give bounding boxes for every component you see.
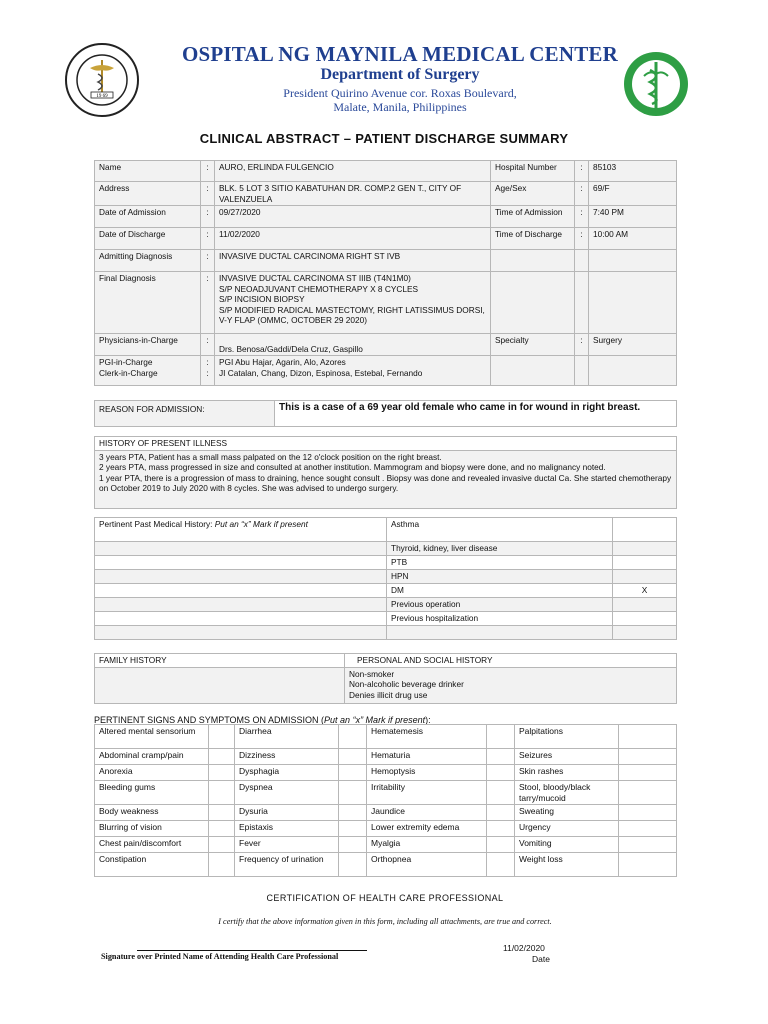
patient-address: BLK. 5 LOT 3 SITIO KABATUHAN DR. COMP.2 GEN T., CITY OF VALENZUELA — [215, 182, 491, 206]
left-logo-year: 19 69 — [96, 94, 108, 99]
colon: : — [201, 272, 215, 334]
symptom-label: Bleeding gums — [95, 781, 209, 805]
symptom-mark-box[interactable] — [619, 837, 677, 853]
physicians: Drs. Benosa/Gaddi/Dela Cruz, Gaspillo — [215, 334, 491, 356]
symptom-label: Anorexia — [95, 765, 209, 781]
symptom-label: Constipation — [95, 853, 209, 877]
pgi-in-charge: PGI Abu Hajar, Agarin, Alo, Azores — [219, 357, 346, 367]
admitting-diagnosis-label: Admitting Diagnosis — [95, 250, 201, 272]
symptom-mark-box[interactable] — [209, 837, 235, 853]
symptom-mark-box[interactable] — [339, 749, 367, 765]
pmh-label: Pertinent Past Medical History: — [99, 519, 213, 529]
pmh-item: Previous operation — [387, 598, 613, 612]
symptom-label: Vomiting — [515, 837, 619, 853]
pmh-item: Asthma — [387, 518, 613, 542]
pmh-item: DM — [387, 584, 613, 598]
symptom-mark-box[interactable] — [619, 781, 677, 805]
hpi-line: 3 years PTA, Patient has a small mass palpated on the 12 o'clock position on the right breast. — [99, 451, 442, 462]
signature-line[interactable] — [137, 950, 367, 951]
signs-row — [95, 725, 677, 749]
past-medical-history-table — [94, 517, 677, 640]
colon: : — [201, 161, 215, 182]
symptom-mark-box[interactable] — [487, 821, 515, 837]
symptom-mark-box[interactable] — [339, 725, 367, 749]
patient-name: AURO, ERLINDA FULGENCIO — [215, 161, 491, 182]
hospital-seal-logo — [64, 42, 140, 118]
specialty-label: Specialty — [491, 334, 575, 356]
signs-row — [95, 781, 677, 805]
colon: : — [201, 228, 215, 250]
colon: : — [575, 161, 589, 182]
symptom-mark-box[interactable] — [339, 837, 367, 853]
patient-info-table — [94, 160, 677, 386]
symptom-label: Altered mental sensorium — [95, 725, 209, 749]
age-sex: 69/F — [589, 182, 677, 206]
social-history-item: Denies illicit drug use — [349, 689, 428, 700]
symptom-mark-box[interactable] — [487, 749, 515, 765]
hospital-name: OSPITAL NG MAYNILA MEDICAL CENTER — [181, 42, 618, 66]
symptom-mark-box[interactable] — [487, 781, 515, 805]
symptom-mark-box[interactable] — [487, 765, 515, 781]
symptom-label: Irritability — [367, 781, 487, 805]
clerk-in-charge: JI Catalan, Chang, Dizon, Espinosa, Estebal, Fernando — [219, 367, 423, 378]
symptom-label: Sweating — [515, 805, 619, 821]
address-line-2: Malate, Manila, Philippines — [333, 100, 467, 114]
reason-table — [94, 400, 677, 427]
signs-row — [95, 821, 677, 837]
colon: : — [575, 206, 589, 228]
reason-text: This is a case of a 69 year old female who came in for wound in right breast. — [275, 401, 677, 427]
date-label: Date — [532, 954, 550, 964]
family-history-label: FAMILY HISTORY — [95, 654, 345, 668]
final-diagnosis-line: S/P INCISION BIOPSY — [219, 294, 305, 304]
clerk-label: Clerk-in-Charge — [99, 367, 158, 378]
symptom-label: Myalgia — [367, 837, 487, 853]
time-of-admission: 7:40 PM — [589, 206, 677, 228]
date-value: 11/02/2020 — [503, 943, 545, 953]
address-label: Address — [95, 182, 201, 206]
symptom-mark-box[interactable] — [209, 853, 235, 877]
symptom-label: Stool, bloody/black tarry/mucoid — [515, 781, 619, 805]
symptom-mark-box[interactable] — [487, 725, 515, 749]
signs-row — [95, 749, 677, 765]
symptom-mark-box[interactable] — [209, 805, 235, 821]
symptom-label: Chest pain/discomfort — [95, 837, 209, 853]
symptom-label: Blurring of vision — [95, 821, 209, 837]
final-diagnosis-line: INVASIVE DUCTAL CARCINOMA ST IIIB (T4N1M0) — [219, 273, 411, 283]
symptom-mark-box[interactable] — [339, 853, 367, 877]
symptom-label: Urgency — [515, 821, 619, 837]
final-diagnosis-label: Final Diagnosis — [95, 272, 201, 334]
social-history-item: Non-alcoholic beverage drinker — [349, 679, 464, 689]
signs-row — [95, 837, 677, 853]
right-logo-year: 1973 — [650, 109, 662, 115]
symptom-label: Hematemesis — [367, 725, 487, 749]
pmh-item: PTB — [387, 556, 613, 570]
pmh-mark[interactable]: X — [613, 584, 677, 598]
pgi-label: PGI-in-Charge — [99, 357, 153, 367]
pmh-mark[interactable] — [613, 570, 677, 584]
symptom-label: Orthopnea — [367, 853, 487, 877]
symptom-label: Skin rashes — [515, 765, 619, 781]
colon: : — [575, 182, 589, 206]
symptom-label: Lower extremity edema — [367, 821, 487, 837]
colon: : — [206, 367, 209, 378]
hpi-line: 1 year PTA, there is a progression of mass to draining, hence sought consult . Biopsy was done and revealed invasive ductal Ca. She started chemotherapy on October 2019 to July 2020 with 8 cycles. She was advised to undergo surgery. — [99, 472, 672, 493]
hospital-number-label: Hospital Number — [491, 161, 575, 182]
signature-label: Signature over Printed Name of Attending Health Care Professional — [101, 952, 339, 961]
social-history-item: Non-smoker — [349, 668, 395, 679]
symptom-mark-box[interactable] — [619, 821, 677, 837]
symptom-label: Palpitations — [515, 725, 619, 749]
certification-statement: I certify that the above information given in this form, including all attachments, are true and correct. — [218, 917, 552, 926]
pmh-mark[interactable] — [613, 598, 677, 612]
symptom-mark-box[interactable] — [209, 821, 235, 837]
pmh-instruction: Put an “x” Mark if present — [214, 519, 308, 529]
final-diagnosis-line: S/P MODIFIED RADICAL MASTECTOMY, RIGHT LATISSIMUS DORSI, V-Y FLAP (OMMC, OCTOBER 29 2020) — [219, 304, 485, 325]
final-diagnosis — [215, 272, 491, 334]
symptom-label: Diarrhea — [235, 725, 339, 749]
symptom-mark-box[interactable] — [487, 853, 515, 877]
symptom-mark-box[interactable] — [619, 805, 677, 821]
colon: : — [575, 228, 589, 250]
colon: : — [201, 250, 215, 272]
address-line-1: President Quirino Avenue cor. Roxas Boulevard, — [283, 86, 517, 100]
form-title: CLINICAL ABSTRACT – PATIENT DISCHARGE SUMMARY — [199, 131, 569, 146]
signs-section-title: PERTINENT SIGNS AND SYMPTOMS ON ADMISSION (Put an “x” Mark if present): — [94, 715, 431, 725]
symptom-mark-box[interactable] — [209, 765, 235, 781]
name-label: Name — [95, 161, 201, 182]
reason-label: REASON FOR ADMISSION: — [95, 401, 275, 427]
symptom-label: Hemoptysis — [367, 765, 487, 781]
date-of-discharge-label: Date of Discharge — [95, 228, 201, 250]
pmh-mark[interactable] — [613, 612, 677, 626]
colon: : — [206, 357, 209, 367]
date-of-admission: 09/27/2020 — [215, 206, 491, 228]
department-name: Department of Surgery — [320, 66, 480, 83]
signs-symptoms-table — [94, 724, 677, 877]
pmh-item: Previous hospitalization — [387, 612, 613, 626]
symptom-mark-box[interactable] — [339, 821, 367, 837]
colon: : — [575, 334, 589, 356]
hpi-label: HISTORY OF PRESENT ILLNESS — [95, 437, 677, 451]
date-of-admission-label: Date of Admission — [95, 206, 201, 228]
hpi-table — [94, 436, 677, 509]
signs-row — [95, 765, 677, 781]
symptom-label: Dyspnea — [235, 781, 339, 805]
specialty: Surgery — [589, 334, 677, 356]
time-of-discharge-label: Time of Discharge — [491, 228, 575, 250]
symptom-label: Epistaxis — [235, 821, 339, 837]
pmh-mark[interactable] — [613, 556, 677, 570]
family-social-history-table — [94, 653, 677, 704]
signs-row — [95, 805, 677, 821]
time-of-admission-label: Time of Admission — [491, 206, 575, 228]
colon: : — [201, 334, 215, 356]
symptom-mark-box[interactable] — [209, 781, 235, 805]
symptom-mark-box[interactable] — [619, 725, 677, 749]
symptom-label: Dysphagia — [235, 765, 339, 781]
final-diagnosis-line: S/P NEOADJUVANT CHEMOTHERAPY X 8 CYCLES — [219, 283, 419, 294]
symptom-label: Body weakness — [95, 805, 209, 821]
symptom-mark-box[interactable] — [339, 765, 367, 781]
symptom-label: Fever — [235, 837, 339, 853]
date-of-discharge: 11/02/2020 — [215, 228, 491, 250]
physicians-label: Physicians-in-Charge — [95, 334, 201, 356]
symptom-label: Abdominal cramp/pain — [95, 749, 209, 765]
admitting-diagnosis: INVASIVE DUCTAL CARCINOMA RIGHT ST IVB — [215, 250, 491, 272]
symptom-mark-box[interactable] — [339, 781, 367, 805]
colon: : — [201, 182, 215, 206]
pmh-item: Thyroid, kidney, liver disease — [387, 542, 613, 556]
symptom-label: Dizziness — [235, 749, 339, 765]
symptom-mark-box[interactable] — [209, 725, 235, 749]
symptom-mark-box[interactable] — [487, 837, 515, 853]
age-sex-label: Age/Sex — [491, 182, 575, 206]
symptom-mark-box[interactable] — [619, 765, 677, 781]
colon: : — [201, 206, 215, 228]
pmh-mark[interactable] — [613, 518, 677, 542]
symptom-label: Dysuria — [235, 805, 339, 821]
symptom-mark-box[interactable] — [487, 805, 515, 821]
pmh-mark[interactable] — [613, 542, 677, 556]
symptom-label: Frequency of urination — [235, 853, 339, 877]
symptom-label: Weight loss — [515, 853, 619, 877]
hospital-number: 85103 — [589, 161, 677, 182]
symptom-mark-box[interactable] — [209, 749, 235, 765]
pmh-item: HPN — [387, 570, 613, 584]
symptom-mark-box[interactable] — [619, 749, 677, 765]
symptom-mark-box[interactable] — [339, 805, 367, 821]
time-of-discharge: 10:00 AM — [589, 228, 677, 250]
certification-title: CERTIFICATION OF HEALTH CARE PROFESSIONAL — [266, 893, 504, 903]
symptom-label: Seizures — [515, 749, 619, 765]
symptom-mark-box[interactable] — [619, 853, 677, 877]
hpi-line: 2 years PTA, mass progressed in size and consulted at another institution. Mammogram and biopsy were done, and no malignancy noted. — [99, 462, 606, 472]
social-history-label: PERSONAL AND SOCIAL HISTORY — [345, 654, 677, 668]
symptom-label: Hematuria — [367, 749, 487, 765]
signs-row — [95, 853, 677, 877]
symptom-label: Jaundice — [367, 805, 487, 821]
